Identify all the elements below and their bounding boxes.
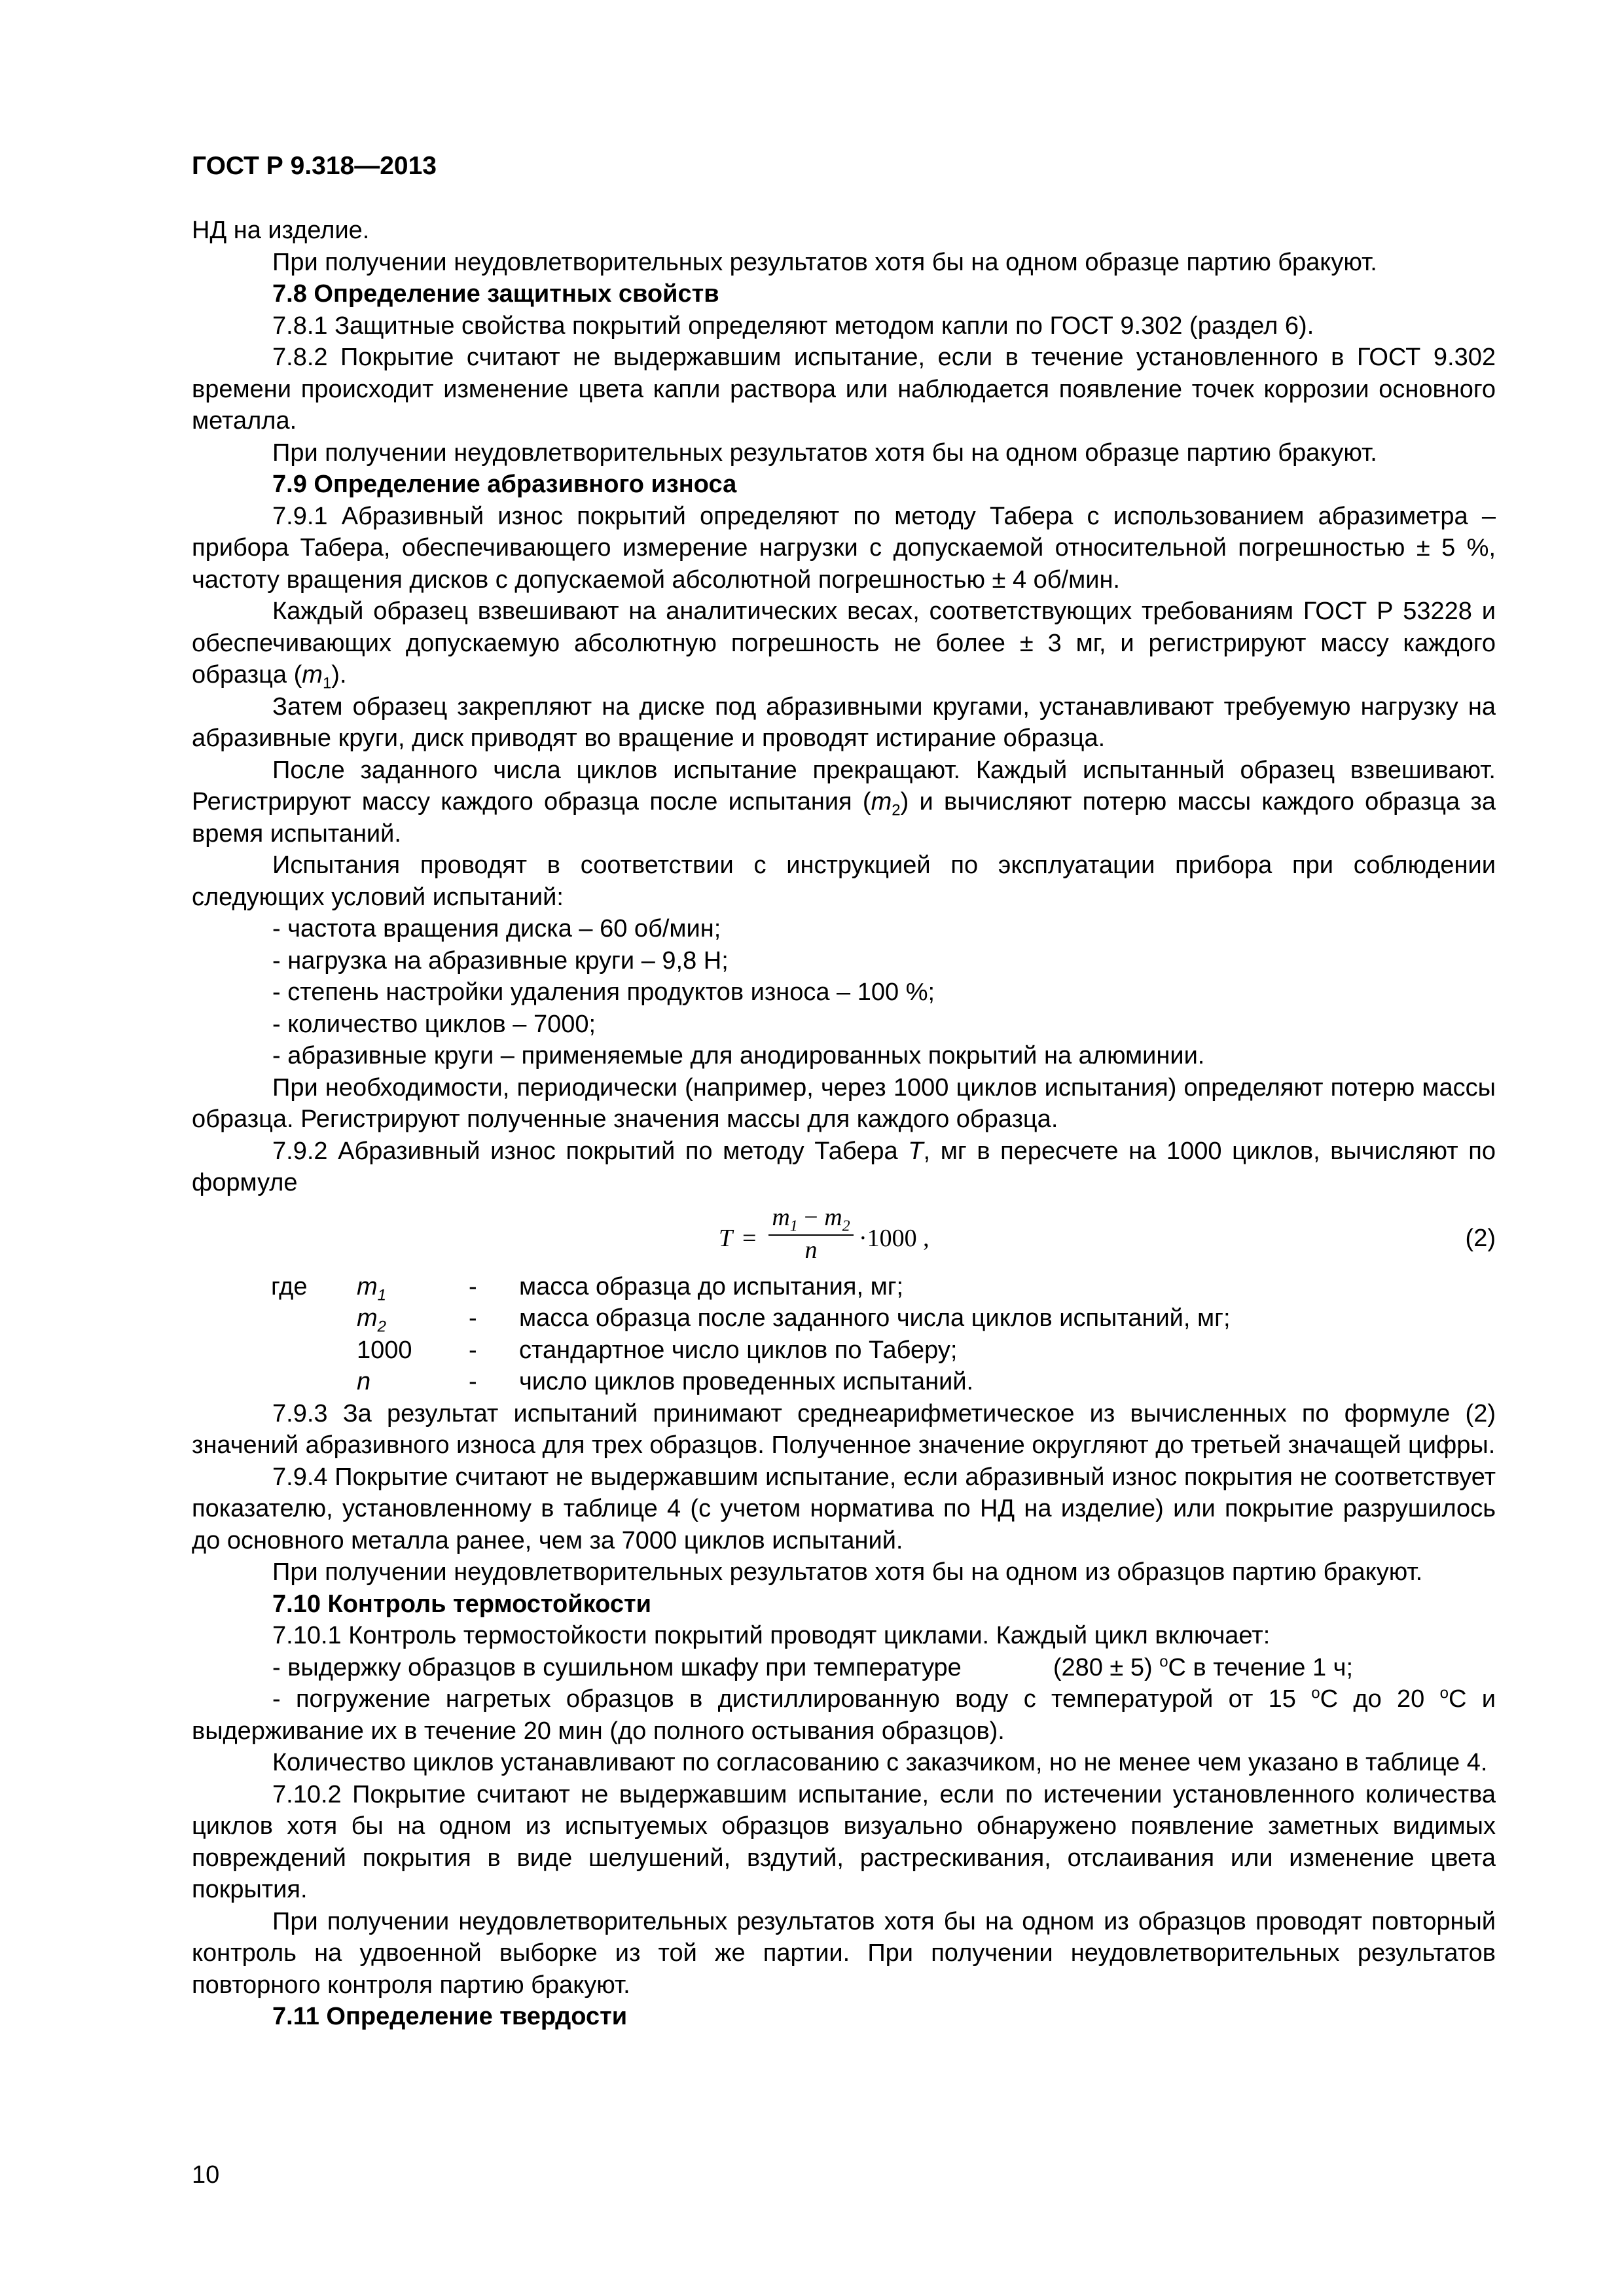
paragraph-reject-3: При получении неудовлетворительных результатов хотя бы на одном из образцов партию бракуют. bbox=[272, 1558, 1423, 1586]
legend-row bbox=[192, 1366, 1496, 1398]
paragraph-7-9-2 bbox=[192, 1136, 1496, 1199]
paragraph-reject-2: При получении неудовлетворительных результатов хотя бы на одном образце партию бракуют. bbox=[272, 439, 1377, 467]
legend-dash: - bbox=[469, 1304, 477, 1332]
legend-symbol: n bbox=[357, 1368, 371, 1395]
legend-description: масса образца до испытания, мг; bbox=[519, 1272, 904, 1300]
legend-description: стандартное число циклов по Таберу; bbox=[519, 1336, 958, 1364]
legend-symbol bbox=[357, 1271, 386, 1303]
paragraph-7-8-1: 7.8.1 Защитные свойства покрытий определяют методом капли по ГОСТ 9.302 (раздел 6). bbox=[272, 312, 1314, 340]
degree-mark: o bbox=[1439, 1684, 1449, 1702]
paragraph-periodic: При необходимости, периодически (например, через 1000 циклов испытания) определяют потерю массы образца. Регистрируют полученные значения массы для каждого образца. bbox=[192, 1073, 1496, 1133]
numerator-sub2: 2 bbox=[842, 1217, 850, 1235]
paragraph-7-10-2: 7.10.2 Покрытие считают не выдержавшим испытание, если по истечении установленного количества циклов хотя бы на одном из испытуемых образцов визуально обнаружено появление заметных видимых повреждений покрытия в виде шелушений, вздутий, растрескивания, отслаивания или изменение цвета покрытия. bbox=[192, 1780, 1496, 1903]
legend-symbol-text: m bbox=[357, 1272, 378, 1300]
numerator-m2: m bbox=[824, 1203, 842, 1231]
formula-2 bbox=[192, 1203, 1496, 1271]
after-text-b: ) и вычисляют потерю массы каждого образца за время испытаний. bbox=[192, 788, 1496, 848]
immersion-text-a: - погружение нагретых образцов в дистиллированную воду с температурой от 15 bbox=[272, 1685, 1312, 1713]
legend-row bbox=[192, 1302, 1496, 1335]
document-body bbox=[192, 215, 1496, 2033]
formula-equals: = bbox=[742, 1224, 757, 1252]
symbol-m: m bbox=[871, 788, 892, 816]
legend-description: число циклов проведенных испытаний. bbox=[519, 1368, 974, 1395]
immersion-text-c: С и выдерживание их в течение 20 мин (до полного остывания образцов). bbox=[192, 1685, 1496, 1745]
holding-text-a: - выдержку образцов в сушильном шкафу при температуре bbox=[272, 1653, 962, 1681]
degree-mark: o bbox=[1311, 1684, 1320, 1702]
after-text-a: После заданного числа циклов испытание прекращают. Каждый испытанный образец взвешивают. Регистрируют массу каждого образца после испытания ( bbox=[192, 756, 1496, 816]
numerator-m1: m bbox=[772, 1203, 790, 1231]
legend-row bbox=[192, 1335, 1496, 1367]
legend-symbol-sub: 1 bbox=[377, 1286, 387, 1304]
condition-item: - степень настройки удаления продуктов износа – 100 %; bbox=[272, 978, 935, 1006]
legend-where: где bbox=[271, 1272, 308, 1300]
subscript: 2 bbox=[892, 801, 901, 819]
degree-mark: o bbox=[1159, 1652, 1168, 1670]
formula-lhs: T bbox=[719, 1224, 733, 1252]
paragraph-reject-1: При получении неудовлетворительных результатов хотя бы на одном образце партию бракуют. bbox=[272, 248, 1377, 276]
legend-symbol-sub: 2 bbox=[377, 1318, 387, 1336]
section-heading-7-11: 7.11 Определение твердости bbox=[272, 2003, 628, 2030]
legend-dash: - bbox=[469, 1272, 477, 1300]
document-header: ГОСТ Р 9.318—2013 bbox=[192, 152, 437, 180]
page-number: 10 bbox=[192, 2161, 220, 2189]
legend-symbol-text: m bbox=[357, 1304, 378, 1332]
condition-item: - нагрузка на абразивные круги – 9,8 Н; bbox=[272, 946, 729, 975]
paragraph-7-8-2: 7.8.2 Покрытие считают не выдержавшим испытание, если в течение установленного в ГОСТ 9.302 времени происходит изменение цвета капли раствора или наблюдается появление точек коррозии основного металла. bbox=[192, 344, 1496, 435]
paragraph-7-10-1: 7.10.1 Контроль термостойкости покрытий проводят циклами. Каждый цикл включает: bbox=[272, 1622, 1271, 1649]
symbol-T: T bbox=[908, 1137, 924, 1165]
condition-item: - абразивные круги – применяемые для анодированных покрытий на алюминии. bbox=[272, 1042, 1205, 1069]
immersion-text-b: С до 20 bbox=[1320, 1685, 1440, 1713]
weighing-text-a: Каждый образец взвешивают на аналитических весах, соответствующих требованиям ГОСТ Р 53228 и обеспечивающих допускаемую абсолютную погрешность не более ± 3 мг, и регистрируют массу каждого образца ( bbox=[192, 598, 1496, 689]
formula-number: (2) bbox=[1465, 1224, 1496, 1252]
legend-dash: - bbox=[469, 1336, 477, 1364]
paragraph-continuation: НД на изделие. bbox=[192, 217, 370, 244]
legend-description: масса образца после заданного числа циклов испытаний, мг; bbox=[519, 1304, 1231, 1332]
paragraph-holding bbox=[192, 1652, 1496, 1684]
numerator-sub1: 1 bbox=[789, 1217, 798, 1235]
condition-item: - частота вращения диска – 60 об/мин; bbox=[272, 915, 721, 942]
legend-symbol: 1000 bbox=[357, 1336, 412, 1364]
text-7-9-2-b: , мг в пересчете на 1000 циклов, вычисляют по формуле bbox=[192, 1137, 1496, 1196]
condition-item: - количество циклов – 7000; bbox=[272, 1010, 596, 1038]
paragraph-weighing bbox=[192, 596, 1496, 691]
numerator-minus: − bbox=[797, 1203, 825, 1231]
paragraph-7-9-1: 7.9.1 Абразивный износ покрытий определяют по методу Табера с использованием абразиметра – прибора Табера, обеспечивающего измерение нагрузки с допускаемой относительной погрешностью ± 5 %, частоту вращения дисков с допускаемой абсолютной погрешностью ± 4 об/мин. bbox=[192, 502, 1496, 594]
paragraph-7-9-3: 7.9.3 За результат испытаний принимают среднеарифметическое из вычисленных по формуле (2) значений абразивного износа для трех образцов. Полученное значение округляют до третьей значащей цифры. bbox=[192, 1399, 1496, 1459]
symbol-m: m bbox=[302, 661, 323, 689]
paragraph-repeat-control: При получении неудовлетворительных результатов хотя бы на одном из образцов проводят повторный контроль на удвоенной выборке из той же партии. При получении неудовлетворительных результатов повторного контроля партию бракуют. bbox=[192, 1907, 1496, 1999]
holding-text-b: (280 ± 5) bbox=[1053, 1653, 1160, 1681]
paragraph-conditions: Испытания проводят в соответствии с инструкцией по эксплуатации прибора при соблюдении следующих условий испытаний: bbox=[192, 852, 1496, 911]
section-heading-7-9: 7.9 Определение абразивного износа bbox=[272, 471, 737, 498]
paragraph-immersion bbox=[192, 1683, 1496, 1747]
formula-denominator: n bbox=[804, 1236, 818, 1264]
paragraph-7-9-4: 7.9.4 Покрытие считают не выдержавшим испытание, если абразивный износ покрытия не соответствует показателю, установленному в таблице 4 (с учетом норматива по НД на изделие) или покрытие разрушилось до основного металла ранее, чем за 7000 циклов испытаний. bbox=[192, 1463, 1496, 1554]
paragraph-fixing: Затем образец закрепляют на диске под абразивными кругами, устанавливают требуемую нагрузку на абразивные круги, диск приводят во вращение и проводят истирание образца. bbox=[192, 692, 1496, 752]
legend-dash: - bbox=[469, 1368, 477, 1395]
formula-multiplier: ·1000 , bbox=[859, 1224, 929, 1252]
formula-numerator bbox=[768, 1203, 854, 1235]
subscript: 1 bbox=[322, 674, 332, 692]
legend-symbol bbox=[357, 1302, 386, 1335]
weighing-text-b: ). bbox=[331, 661, 347, 689]
paragraph-cycle-count: Количество циклов устанавливают по согласованию с заказчиком, но не менее чем указано в таблице 4. bbox=[272, 1749, 1488, 1776]
legend-row bbox=[192, 1271, 1496, 1303]
section-heading-7-8: 7.8 Определение защитных свойств bbox=[272, 280, 719, 308]
section-heading-7-10: 7.10 Контроль термостойкости bbox=[272, 1590, 651, 1618]
paragraph-after-cycles bbox=[192, 755, 1496, 850]
formula-fraction bbox=[768, 1203, 854, 1265]
formula-legend bbox=[192, 1271, 1496, 1398]
holding-text-c: С в течение 1 ч; bbox=[1168, 1653, 1354, 1681]
text-7-9-2-a: 7.9.2 Абразивный износ покрытий по методу Табера bbox=[272, 1137, 909, 1165]
